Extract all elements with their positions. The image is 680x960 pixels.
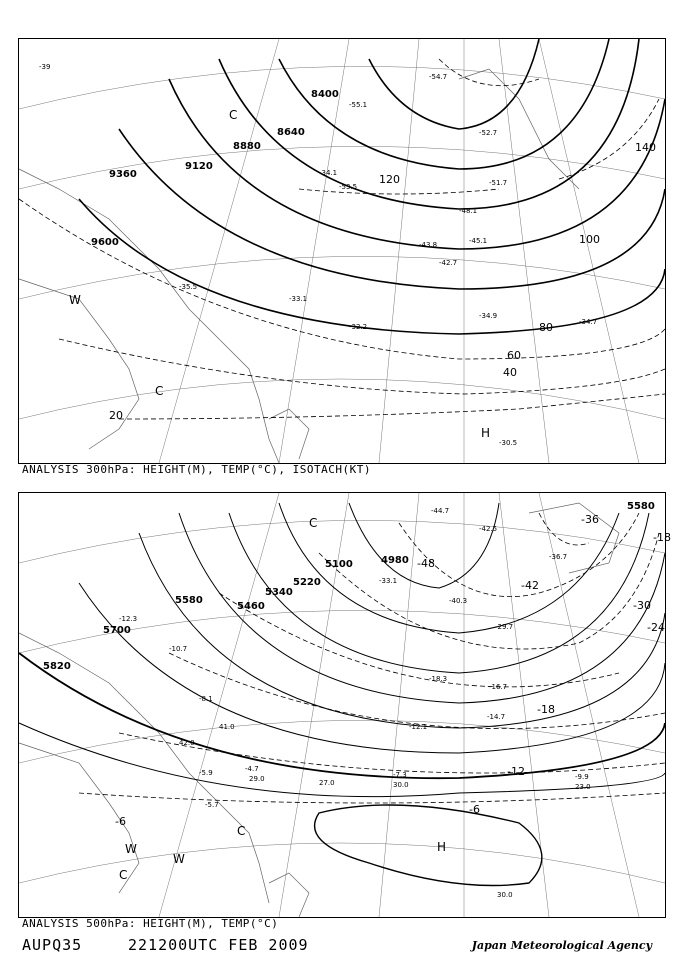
caption-300hpa: ANALYSIS 300hPa: HEIGHT(M), TEMP(°C), ISOTACH(KT) [22,463,372,476]
height-label: 9600 [91,237,119,248]
height-label: 8400 [311,89,339,100]
obs-label: -12.1 [409,723,428,731]
map-500hpa [19,493,671,917]
temp-label: -39 [39,63,51,71]
isotach-label: 60 [507,349,521,362]
valid-time: 221200UTC FEB 2009 [128,936,309,954]
temp-label: -6 [115,815,126,828]
height-labels [43,501,655,672]
obs-label: -14.7 [487,713,506,721]
coastline [19,503,619,917]
isotach-label: 80 [539,321,553,334]
warm-mark: W [125,842,137,856]
obs-label: -5.9 [199,769,213,777]
temp-label: -36 [581,513,599,526]
cold-mark: C [229,108,238,122]
height-label: 4980 [381,555,409,566]
bulletin-code: AUPQ35 [22,936,83,954]
cold-mark: C [309,516,318,530]
height-label: 5580 [175,595,203,606]
obs-label: -33.1 [379,577,398,585]
chart-300hpa [18,38,666,464]
temp-label: -45.1 [469,237,488,245]
map-300hpa [19,39,665,463]
obs-label: -9.9 [575,773,589,781]
temp-label: -24 [647,621,665,634]
temp-label: -55.1 [349,101,368,109]
high-mark: H [481,426,491,440]
cold-mark: C [237,824,246,838]
height-label: 5460 [237,601,265,612]
height-label: 5820 [43,661,71,672]
temp-label: -34.9 [479,312,498,320]
obs-label: -10.7 [169,645,188,653]
cold-mark: C [119,868,128,882]
temp-label: -52.7 [479,129,498,137]
obs-label: 41.0 [219,723,235,731]
temperature-labels [39,63,597,447]
obs-label: -16.7 [489,683,508,691]
height-label: 9120 [185,161,213,172]
temp-label: -30.5 [499,439,518,447]
temp-label: -33.1 [289,295,308,303]
obs-label: -7.3 [393,771,407,779]
chart-500hpa [18,492,671,918]
obs-label: -4.7 [245,765,259,773]
obs-label: -29.7 [495,623,514,631]
observation-labels [119,507,591,899]
temp-label: -42 [521,579,539,592]
isotach-label: 100 [579,233,600,246]
height-label: 5220 [293,577,321,588]
temp-label: -48 [417,557,435,570]
obs-label: -12.3 [119,615,138,623]
obs-label: -40.3 [449,597,468,605]
height-label: 8880 [233,141,261,152]
height-label: 5340 [265,587,293,598]
temp-label: -34.1 [319,169,338,177]
temp-label: -42.7 [439,259,458,267]
temp-label: -43.8 [419,241,438,249]
obs-label: -18.3 [429,675,448,683]
height-contours [19,503,665,797]
isotach-label: 40 [503,366,517,379]
obs-label: 30.0 [497,891,513,899]
cold-mark: C [155,384,164,398]
obs-label: 42.0 [179,739,195,747]
temp-label: -54.7 [429,73,448,81]
temp-label: -18 [653,531,671,544]
obs-label: 23.0 [575,783,591,791]
obs-label: 27.0 [319,779,335,787]
isotach-label: 20 [109,409,123,422]
obs-label: 30.0 [393,781,409,789]
temp-label: -12 [507,765,525,778]
temp-label: -30 [633,599,651,612]
height-label: 8640 [277,127,305,138]
height-labels [91,89,339,248]
graticule [19,39,665,463]
agency-name: Japan Meteorological Agency [471,939,652,952]
warm-mark: W [173,852,185,866]
height-label: 5580 [627,501,655,512]
obs-label: -42.5 [479,525,498,533]
height-label: 9360 [109,169,137,180]
temp-label: -48.1 [459,207,478,215]
height-label: 5100 [325,559,353,570]
caption-500hpa: ANALYSIS 500hPa: HEIGHT(M), TEMP(°C) [22,917,279,930]
high-region [315,805,542,886]
obs-label: 29.0 [249,775,265,783]
temp-label: -53.5 [339,183,358,191]
height-label: 5700 [103,625,131,636]
warm-mark: W [69,293,81,307]
temp-label: -18 [537,703,555,716]
pressure-marks [69,108,490,440]
high-mark: H [437,840,447,854]
temp-label: -51.7 [489,179,508,187]
obs-label: -8.1 [199,695,213,703]
isotach-label: 120 [379,173,400,186]
height-contours [79,39,665,334]
obs-label: -44.7 [431,507,450,515]
temp-label: -6 [469,803,480,816]
obs-label: -36.7 [549,553,568,561]
temp-label: -32.2 [349,323,368,331]
isotach-label: 140 [635,141,656,154]
obs-label: -5.7 [205,801,219,809]
temp-label: -34.7 [579,318,598,326]
pressure-marks [119,516,446,882]
temp-label: -35.5 [179,283,198,291]
